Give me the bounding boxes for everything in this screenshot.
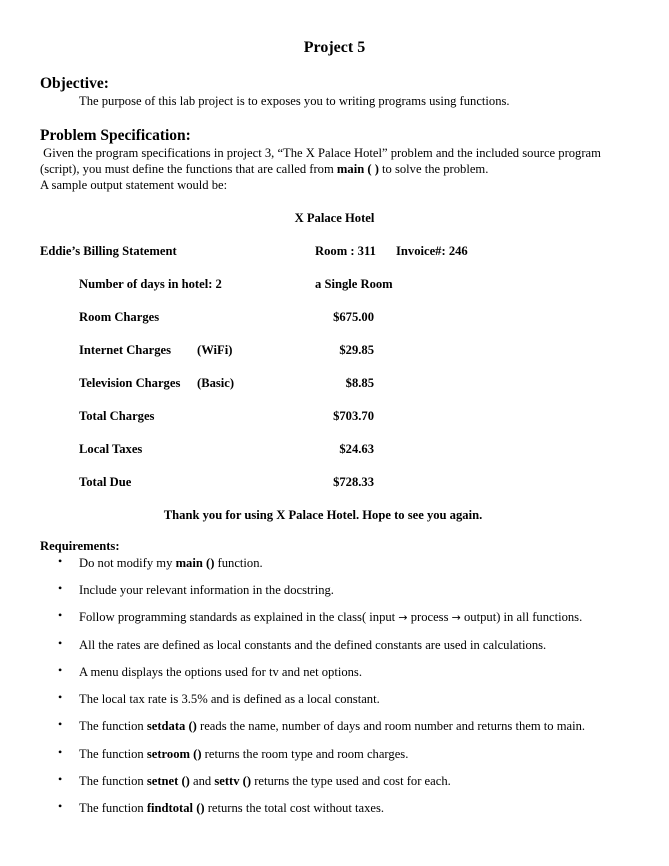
- bullet-icon: •: [58, 717, 63, 731]
- charge-label: Television Charges: [79, 376, 181, 390]
- problem-heading: Problem Specification:: [40, 127, 191, 144]
- requirement-item: The function findtotal () returns the total cost without taxes.: [79, 801, 385, 815]
- charge-label: Total Charges: [79, 409, 155, 423]
- objective-heading: Objective:: [40, 75, 109, 92]
- requirement-item: Follow programming standards as explained in the class( input → process → output) in all functions.: [79, 610, 583, 624]
- requirement-item: The local tax rate is 3.5% and is defined as a local constant.: [79, 692, 380, 706]
- bullet-icon: •: [58, 799, 63, 813]
- charge-label: Room Charges: [79, 310, 160, 324]
- bullet-icon: •: [58, 772, 63, 786]
- bullet-icon: •: [58, 745, 63, 759]
- bullet-icon: •: [58, 554, 63, 568]
- bullet-icon: •: [58, 690, 63, 704]
- billing-title: Eddie’s Billing Statement: [40, 244, 177, 258]
- requirement-item: All the rates are defined as local constants and the defined constants are used in calculations.: [79, 638, 547, 652]
- requirement-item: Include your relevant information in the docstring.: [79, 583, 334, 597]
- charge-note: (Basic): [197, 376, 235, 390]
- charge-amount: $675.00: [333, 310, 374, 324]
- requirements-heading: Requirements:: [40, 539, 120, 553]
- sample-line: A sample output statement would be:: [40, 178, 228, 192]
- arrow-icon: →: [451, 611, 461, 624]
- main-function-ref: main ( ): [336, 162, 379, 176]
- charge-label: Total Due: [79, 475, 132, 489]
- bullet-icon: •: [58, 663, 63, 677]
- charge-amount: $728.33: [333, 475, 374, 489]
- bullet-icon: •: [58, 581, 63, 595]
- room-number: Room : 311: [315, 244, 376, 258]
- page-title: Project 5: [303, 39, 366, 56]
- charge-amount: $24.63: [339, 442, 374, 456]
- problem-text-b: to solve the problem.: [378, 162, 489, 176]
- bullet-icon: •: [58, 636, 63, 650]
- requirement-item: The function setdata () reads the name, number of days and room number and returns them to main.: [79, 719, 586, 733]
- requirement-item: Do not modify my main () function.: [79, 556, 263, 570]
- arrow-icon: →: [398, 611, 408, 624]
- requirement-item: The function setroom () returns the room type and room charges.: [79, 747, 409, 761]
- charge-amount: $29.85: [339, 343, 374, 357]
- charge-note: (WiFi): [197, 343, 233, 357]
- objective-text: The purpose of this lab project is to exposes you to writing programs using functions.: [79, 94, 510, 108]
- thank-you-line: Thank you for using X Palace Hotel. Hope to see you again.: [163, 508, 483, 522]
- bullet-icon: •: [58, 608, 63, 622]
- room-type: a Single Room: [315, 277, 393, 291]
- charge-amount: $703.70: [333, 409, 374, 423]
- hotel-name: X Palace Hotel: [294, 211, 375, 225]
- charge-amount: $8.85: [345, 376, 374, 390]
- charge-label: Internet Charges: [79, 343, 171, 357]
- invoice-number: Invoice#: 246: [396, 244, 468, 258]
- charge-label: Local Taxes: [79, 442, 143, 456]
- requirement-item: The function setnet () and settv () returns the type used and cost for each.: [79, 774, 451, 788]
- problem-text: [40, 145, 640, 193]
- days-label: Number of days in hotel: 2: [79, 277, 222, 291]
- problem-text-a: Given the program specifications in project 3, “The X Palace Hotel” problem and the included source program (script), you must define the functions that are called from: [40, 146, 601, 176]
- requirement-item: A menu displays the options used for tv and net options.: [79, 665, 362, 679]
